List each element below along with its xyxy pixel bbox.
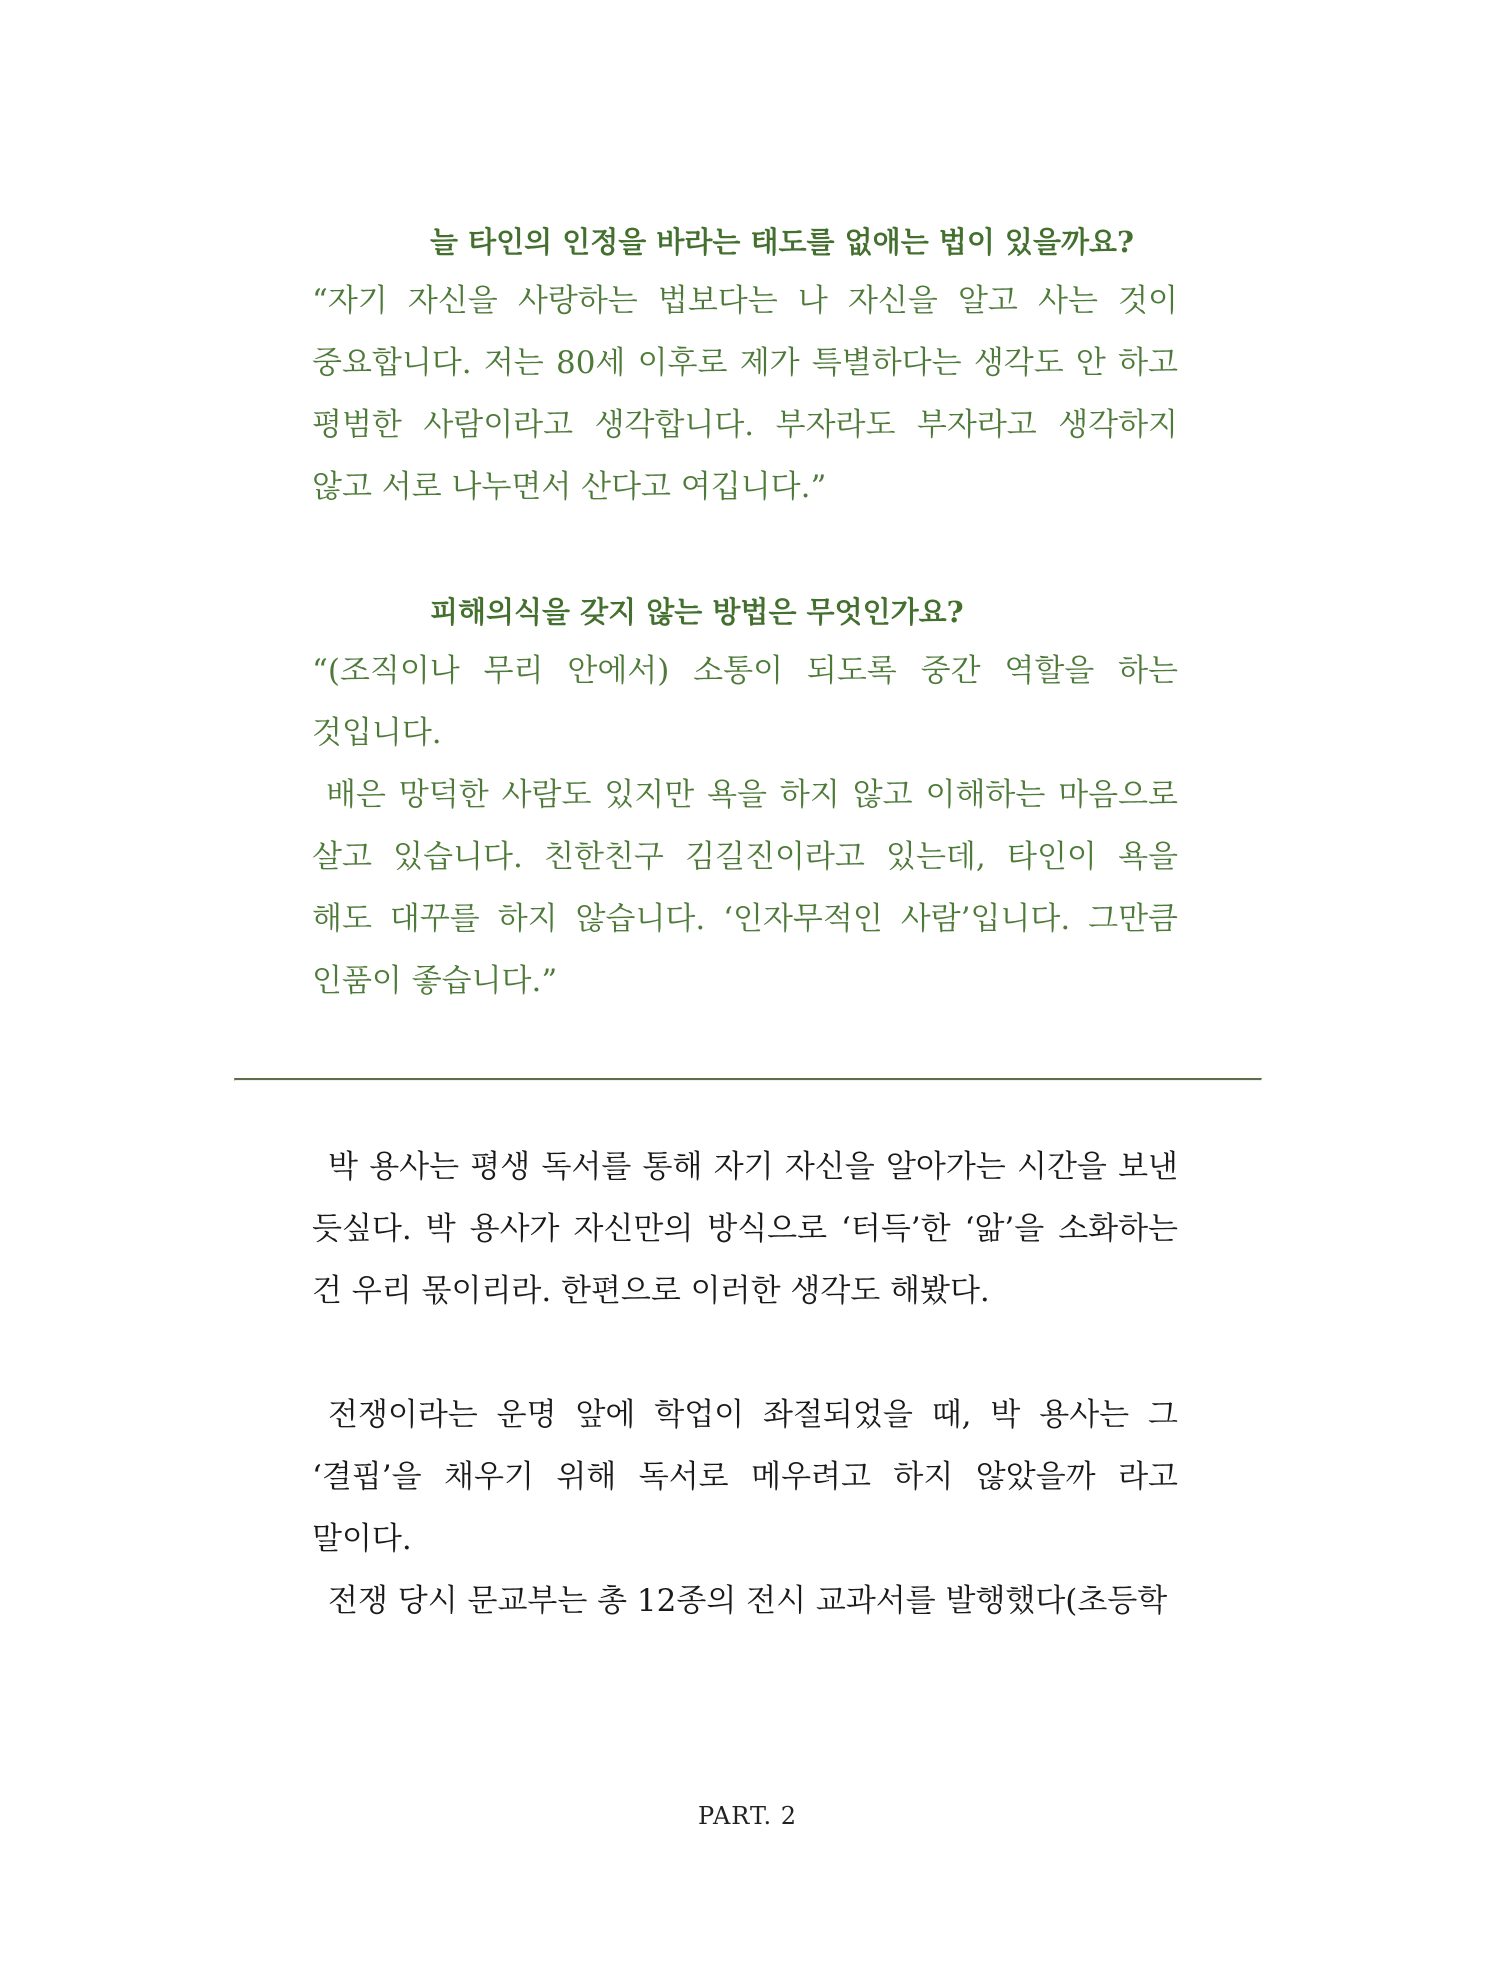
interview-question-2: 피해의식을 갖지 않는 방법은 무엇인가요? — [430, 595, 964, 629]
interview-answer-2 — [312, 640, 1178, 1012]
body-text-3 — [312, 1570, 1178, 1632]
interview-question-1: 늘 타인의 인정을 바라는 태도를 없애는 법이 있을까요? — [430, 225, 1134, 259]
interview-answer-1 — [312, 270, 1178, 518]
body-text-1 — [312, 1136, 1178, 1322]
body-paragraph: 박 용사는 평생 독서를 통해 자기 자신을 알아가는 시간을 보낸 듯싶다. 박 용사가 자신만의 방식으로 ‘터득’한 ‘앎’을 소화하는 건 우리 몫이리라. 한편으로 이러한 생각도 해봤다. — [312, 1149, 1178, 1309]
answer-paragraph: “(조직이나 무리 안에서) 소통이 되도록 중간 역할을 하는 것입니다. — [312, 653, 1178, 751]
body-text-2 — [312, 1384, 1178, 1570]
page-folio: PART. 2 — [698, 1802, 797, 1830]
answer-paragraph: “자기 자신을 사랑하는 법보다는 나 자신을 알고 사는 것이 중요합니다. 저는 80세 이후로 제가 특별하다는 생각도 안 하고 평범한 사람이라고 생각합니다. 부자라도 부자라고 생각하지 않고 서로 나누면서 산다고 여깁니다.” — [312, 283, 1178, 505]
interview-qa-2 — [312, 592, 1178, 1012]
body-paragraph: 전쟁이라는 운명 앞에 학업이 좌절되었을 때, 박 용사는 그 ‘결핍’을 채우기 위해 독서로 메우려고 하지 않았을까 라고 말이다. — [312, 1397, 1178, 1557]
body-paragraph: 전쟁 당시 문교부는 총 12종의 전시 교과서를 발행했다(초등학 — [328, 1583, 1168, 1619]
section-divider — [234, 1078, 1262, 1081]
interview-qa-1 — [312, 222, 1178, 518]
answer-paragraph: 배은 망덕한 사람도 있지만 욕을 하지 않고 이해하는 마음으로 살고 있습니다. 친한친구 김길진이라고 있는데, 타인이 욕을 해도 대꾸를 하지 않습니다. ‘인자무적인 사람’입니다. 그만큼 인품이 좋습니다.” — [312, 777, 1178, 999]
